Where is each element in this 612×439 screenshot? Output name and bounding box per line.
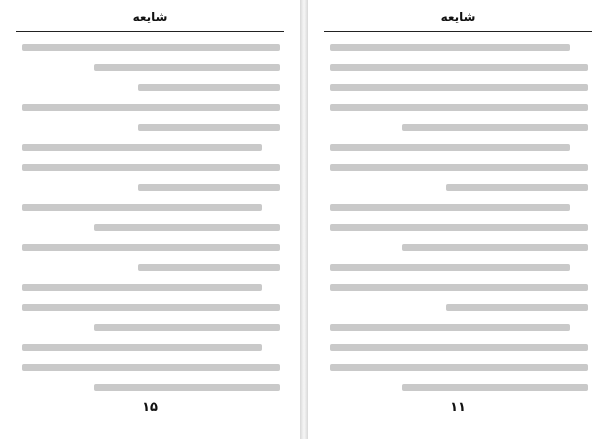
- running-header: شایعه: [440, 10, 476, 24]
- book-gutter: [300, 0, 308, 439]
- header-rule: [16, 31, 284, 32]
- page-number: ۱۵: [142, 400, 158, 415]
- body-text-placeholder: [330, 44, 588, 404]
- page-number: ۱۱: [450, 400, 466, 415]
- header-rule: [324, 31, 592, 32]
- right-page: [308, 0, 608, 439]
- running-header: شایعه: [132, 10, 168, 24]
- left-page: [0, 0, 300, 439]
- body-text-placeholder: [22, 44, 280, 404]
